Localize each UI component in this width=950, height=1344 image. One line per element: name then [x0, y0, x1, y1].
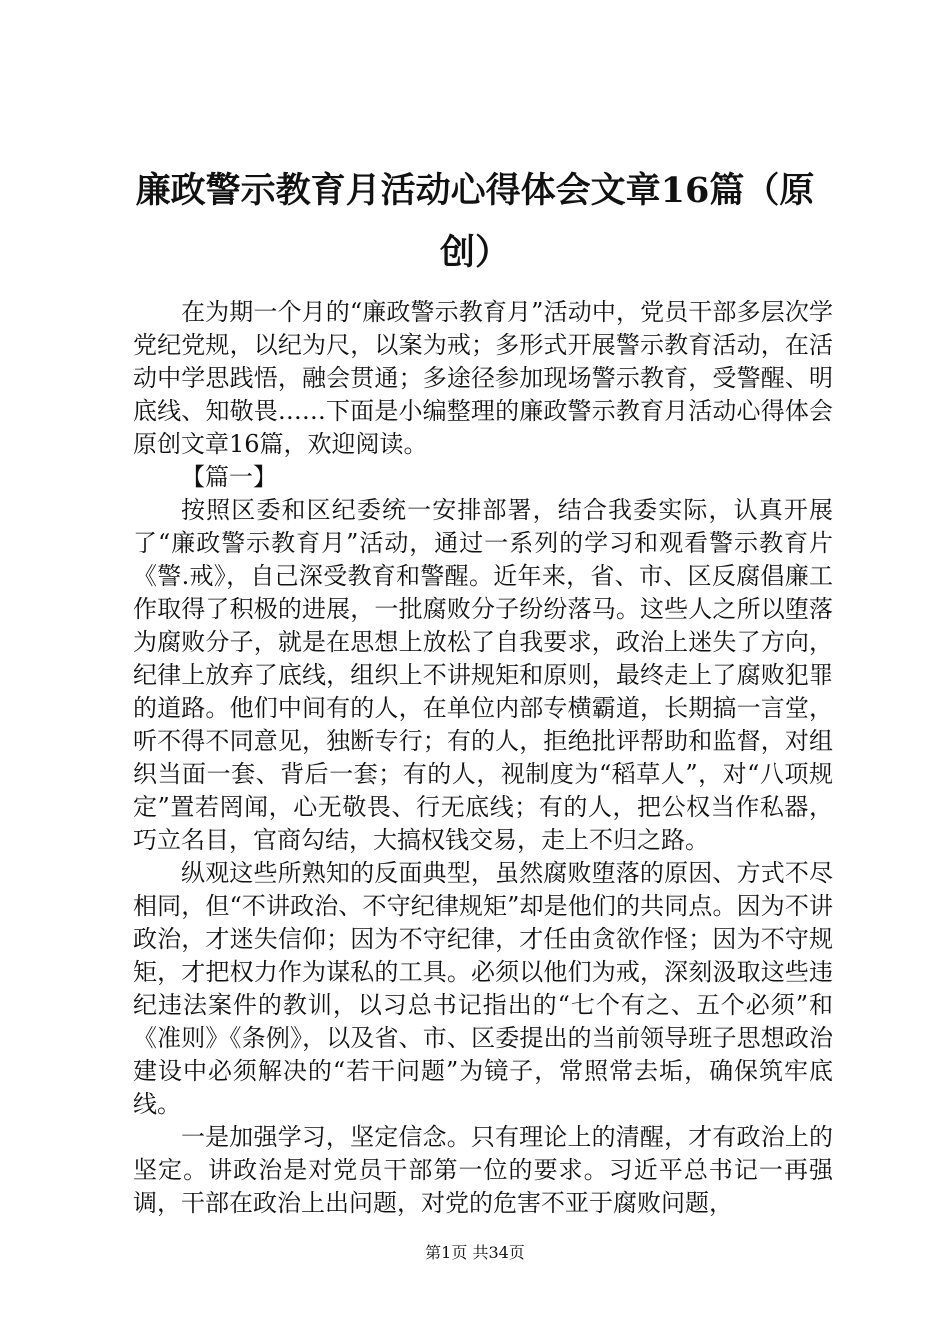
- paragraph: 纵观这些所熟知的反面典型，虽然腐败堕落的原因、方式不尽相同，但“不讲政治、不守纪律规矩”却是他们的共同点。因为不讲政治，才迷失信仰；因为不守纪律，才任由贪欲作怪；因为不守规矩，才把权力作为谋私的工具。必须以他们为戒，深刻汲取这些违纪违法案件的教训，以习总书记指出的“七个有之、五个必须”和《准则》《条例》，以及省、市、区委提出的当前领导班子思想政治建设中必须解决的“若干问题”为镜子，常照常去垢，确保筑牢底线。: [133, 859, 833, 1118]
- paragraph: 按照区委和区纪委统一安排部署，结合我委实际，认真开展了“廉政警示教育月”活动，通过一系列的学习和观看警示教育片《警.戒》，自己深受教育和警醒。近年来，省、市、区反腐倡廉工作取得了积极的进展，一批腐败分子纷纷落马。这些人之所以堕落为腐败分子，就是在思想上放松了自我要求，政治上迷失了方向，纪律上放弃了底线，组织上不讲规矩和原则，最终走上了腐败犯罪的道路。他们中间有的人，在单位内部专横霸道，长期搞一言堂，听不得不同意见，独断专行；有的人，拒绝批评帮助和监督，对组织当面一套、背后一套；有的人，视制度为“稻草人”，对“八项规定”置若罔闻，心无敬畏、行无底线；有的人，把公权当作私器，巧立名目，官商勾结，大搞权钱交易，走上不归之路。: [133, 496, 833, 854]
- paragraph: 一是加强学习，坚定信念。只有理论上的清醒，才有政治上的坚定。讲政治是对党员干部第一位的要求。习近平总书记一再强调，干部在政治上出问题，对党的危害不亚于腐败问题，: [133, 1123, 833, 1217]
- page-number: 第1页 共34页: [425, 1243, 525, 1262]
- section-heading: 【篇一】: [181, 463, 277, 491]
- document-body: [133, 296, 833, 1220]
- paragraph-intro: 在为期一个月的“廉政警示教育月”活动中，党员干部多层次学党纪党规，以纪为尺，以案为戒；多形式开展警示教育活动，在活动中学思践悟，融会贯通；多途径参加现场警示教育，受警醒、明底线、知敬畏……下面是小编整理的廉政警示教育月活动心得体会原创文章16篇，欢迎阅读。: [133, 298, 833, 458]
- document-title: 廉政警示教育月活动心得体会文章16篇（原创）: [135, 170, 815, 273]
